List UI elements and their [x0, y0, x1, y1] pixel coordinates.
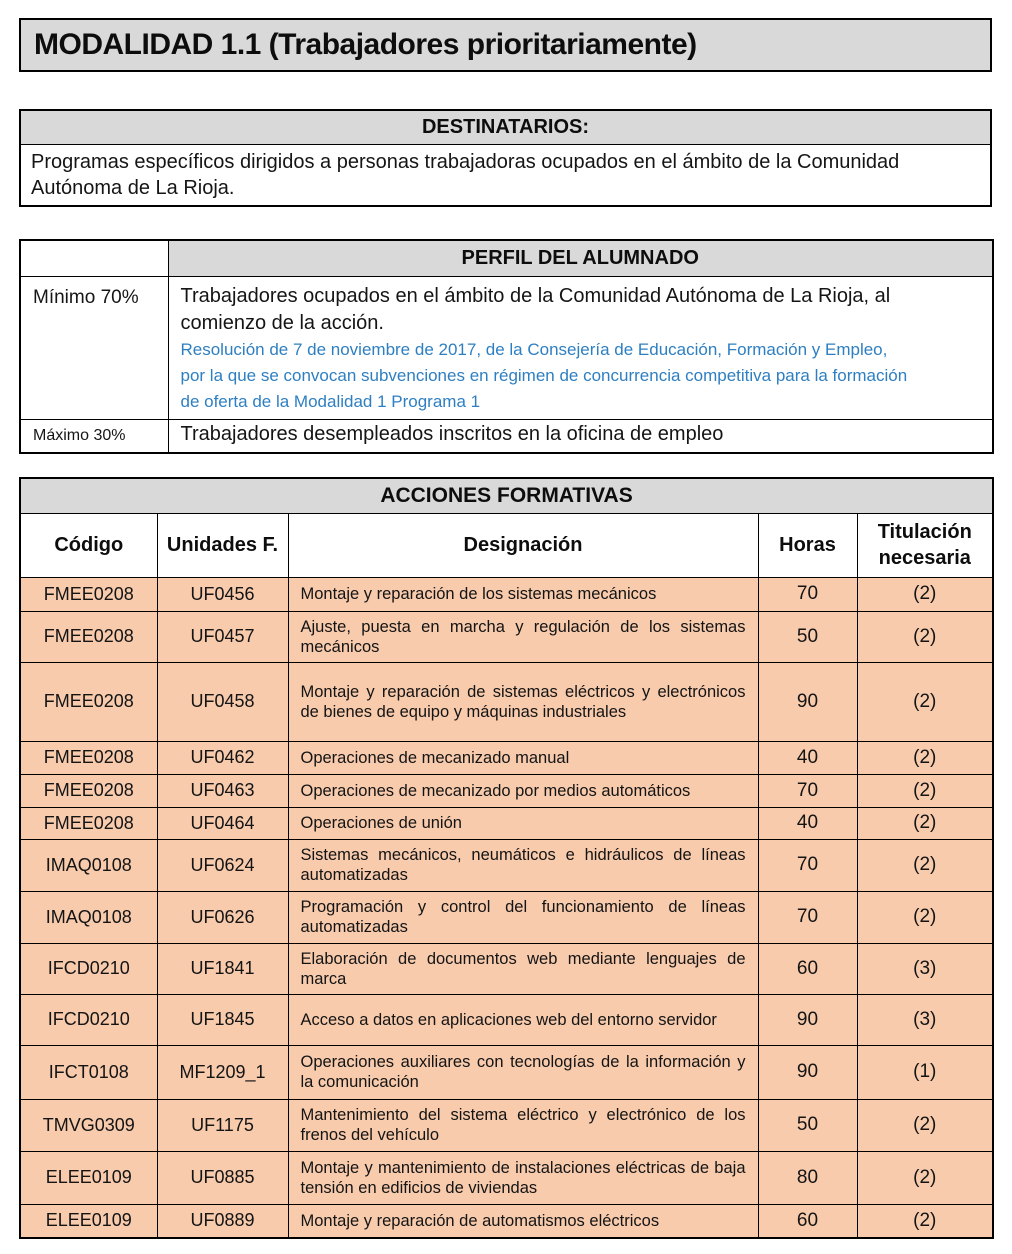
cell-designacion: Operaciones auxiliares con tecnologías de la información y la comunicación [288, 1045, 758, 1099]
cell-horas: 90 [758, 662, 857, 741]
cell-horas: 50 [758, 1099, 857, 1151]
cell-horas: 60 [758, 1204, 857, 1238]
cell-unidad-formativa: UF0885 [157, 1151, 288, 1204]
cell-titulacion: (2) [857, 807, 993, 839]
cell-unidad-formativa: UF0889 [157, 1204, 288, 1238]
cell-designacion: Programación y control del funcionamiento de líneas automatizadas [288, 891, 758, 943]
cell-unidad-formativa: UF1841 [157, 943, 288, 994]
cell-unidad-formativa: UF1175 [157, 1099, 288, 1151]
perfil-header: PERFIL DEL ALUMNADO [168, 240, 993, 276]
cell-unidad-formativa: UF0462 [157, 741, 288, 774]
cell-titulacion: (3) [857, 994, 993, 1045]
cell-codigo: FMEE0208 [20, 611, 157, 662]
cell-codigo: FMEE0208 [20, 807, 157, 839]
cell-codigo: TMVG0309 [20, 1099, 157, 1151]
acciones-row [20, 891, 993, 943]
perfil-row-maximo-body: Trabajadores desempleados inscritos en la oficina de empleo [168, 419, 993, 453]
cell-horas: 90 [758, 1045, 857, 1099]
acciones-formativas-table [19, 477, 994, 1239]
acciones-row [20, 1099, 993, 1151]
cell-horas: 70 [758, 891, 857, 943]
resolucion-link[interactable]: Resolución de 7 de noviembre de 2017, de la Consejería de Educación, Formación y Empleo, por la que se convocan subvenciones en régimen de concurrencia competitiva para la formación de oferta de la Modalidad 1 Programa 1 [180, 339, 908, 411]
cell-unidad-formativa: UF0463 [157, 774, 288, 807]
destinatarios-body-text: Programas específicos dirigidos a personas trabajadoras ocupados en el ámbito de la Comunidad Autónoma de La Rioja. [20, 144, 991, 206]
column-header-horas: Horas [758, 513, 857, 577]
cell-titulacion: (2) [857, 891, 993, 943]
acciones-row [20, 943, 993, 994]
cell-horas: 40 [758, 807, 857, 839]
cell-designacion: Sistemas mecánicos, neumáticos e hidráulicos de líneas automatizadas [288, 839, 758, 891]
acciones-row [20, 741, 993, 774]
perfil-alumnado-table [19, 239, 994, 454]
cell-codigo: IFCT0108 [20, 1045, 157, 1099]
modalidad-title-banner [19, 18, 992, 72]
cell-designacion: Ajuste, puesta en marcha y regulación de los sistemas mecánicos [288, 611, 758, 662]
cell-unidad-formativa: UF0458 [157, 662, 288, 741]
cell-codigo: IFCD0210 [20, 943, 157, 994]
cell-unidad-formativa: UF0456 [157, 577, 288, 611]
cell-horas: 70 [758, 577, 857, 611]
acciones-row [20, 662, 993, 741]
cell-unidad-formativa: UF0464 [157, 807, 288, 839]
cell-horas: 70 [758, 839, 857, 891]
acciones-body [20, 577, 993, 1238]
cell-titulacion: (2) [857, 1151, 993, 1204]
cell-horas: 50 [758, 611, 857, 662]
cell-designacion: Montaje y reparación de los sistemas mecánicos [288, 577, 758, 611]
cell-designacion: Mantenimiento del sistema eléctrico y electrónico de los frenos del vehículo [288, 1099, 758, 1151]
acciones-row [20, 577, 993, 611]
column-header-titulacion: Titulación necesaria [857, 513, 993, 577]
cell-titulacion: (2) [857, 611, 993, 662]
cell-titulacion: (2) [857, 1099, 993, 1151]
perfil-row-minimo-label: Mínimo 70% [20, 276, 168, 419]
cell-horas: 40 [758, 741, 857, 774]
cell-codigo: FMEE0208 [20, 774, 157, 807]
cell-designacion: Montaje y mantenimiento de instalaciones eléctricas de baja tensión en edificios de viviendas [288, 1151, 758, 1204]
column-header-codigo: Código [20, 513, 157, 577]
acciones-row [20, 774, 993, 807]
cell-codigo: FMEE0208 [20, 741, 157, 774]
cell-designacion: Operaciones de unión [288, 807, 758, 839]
cell-titulacion: (2) [857, 774, 993, 807]
perfil-minimo-text: Trabajadores ocupados en el ámbito de la Comunidad Autónoma de La Rioja, al comienzo de la acción. [180, 284, 891, 334]
cell-unidad-formativa: UF1845 [157, 994, 288, 1045]
cell-unidad-formativa: UF0624 [157, 839, 288, 891]
cell-titulacion: (2) [857, 577, 993, 611]
cell-unidad-formativa: UF0626 [157, 891, 288, 943]
cell-codigo: ELEE0109 [20, 1204, 157, 1238]
cell-titulacion: (3) [857, 943, 993, 994]
cell-titulacion: (2) [857, 741, 993, 774]
acciones-row [20, 1045, 993, 1099]
destinatarios-header: DESTINATARIOS: [20, 110, 991, 144]
destinatarios-table [19, 109, 992, 207]
cell-designacion: Acceso a datos en aplicaciones web del entorno servidor [288, 994, 758, 1045]
cell-designacion: Operaciones de mecanizado manual [288, 741, 758, 774]
column-header-unidades: Unidades F. [157, 513, 288, 577]
cell-codigo: IFCD0210 [20, 994, 157, 1045]
cell-titulacion: (2) [857, 839, 993, 891]
cell-codigo: FMEE0208 [20, 577, 157, 611]
column-header-designacion: Designación [288, 513, 758, 577]
cell-designacion: Elaboración de documentos web mediante lenguajes de marca [288, 943, 758, 994]
cell-codigo: IMAQ0108 [20, 839, 157, 891]
acciones-row [20, 611, 993, 662]
cell-horas: 90 [758, 994, 857, 1045]
acciones-row [20, 994, 993, 1045]
perfil-row-maximo-label: Máximo 30% [20, 419, 168, 453]
cell-unidad-formativa: MF1209_1 [157, 1045, 288, 1099]
cell-designacion: Operaciones de mecanizado por medios automáticos [288, 774, 758, 807]
cell-horas: 60 [758, 943, 857, 994]
cell-horas: 70 [758, 774, 857, 807]
acciones-row [20, 1204, 993, 1238]
acciones-row [20, 807, 993, 839]
cell-designacion: Montaje y reparación de automatismos eléctricos [288, 1204, 758, 1238]
page-title: MODALIDAD 1.1 (Trabajadores prioritariamente) [34, 28, 697, 61]
cell-unidad-formativa: UF0457 [157, 611, 288, 662]
cell-titulacion: (1) [857, 1045, 993, 1099]
acciones-header: ACCIONES FORMATIVAS [20, 478, 993, 513]
cell-titulacion: (2) [857, 1204, 993, 1238]
cell-codigo: IMAQ0108 [20, 891, 157, 943]
perfil-header-empty-cell [20, 240, 168, 276]
acciones-row [20, 839, 993, 891]
acciones-row [20, 1151, 993, 1204]
cell-horas: 80 [758, 1151, 857, 1204]
cell-titulacion: (2) [857, 662, 993, 741]
cell-codigo: FMEE0208 [20, 662, 157, 741]
perfil-row-minimo-body [168, 276, 993, 419]
cell-codigo: ELEE0109 [20, 1151, 157, 1204]
cell-designacion: Montaje y reparación de sistemas eléctricos y electrónicos de bienes de equipo y máquinas industriales [288, 662, 758, 741]
